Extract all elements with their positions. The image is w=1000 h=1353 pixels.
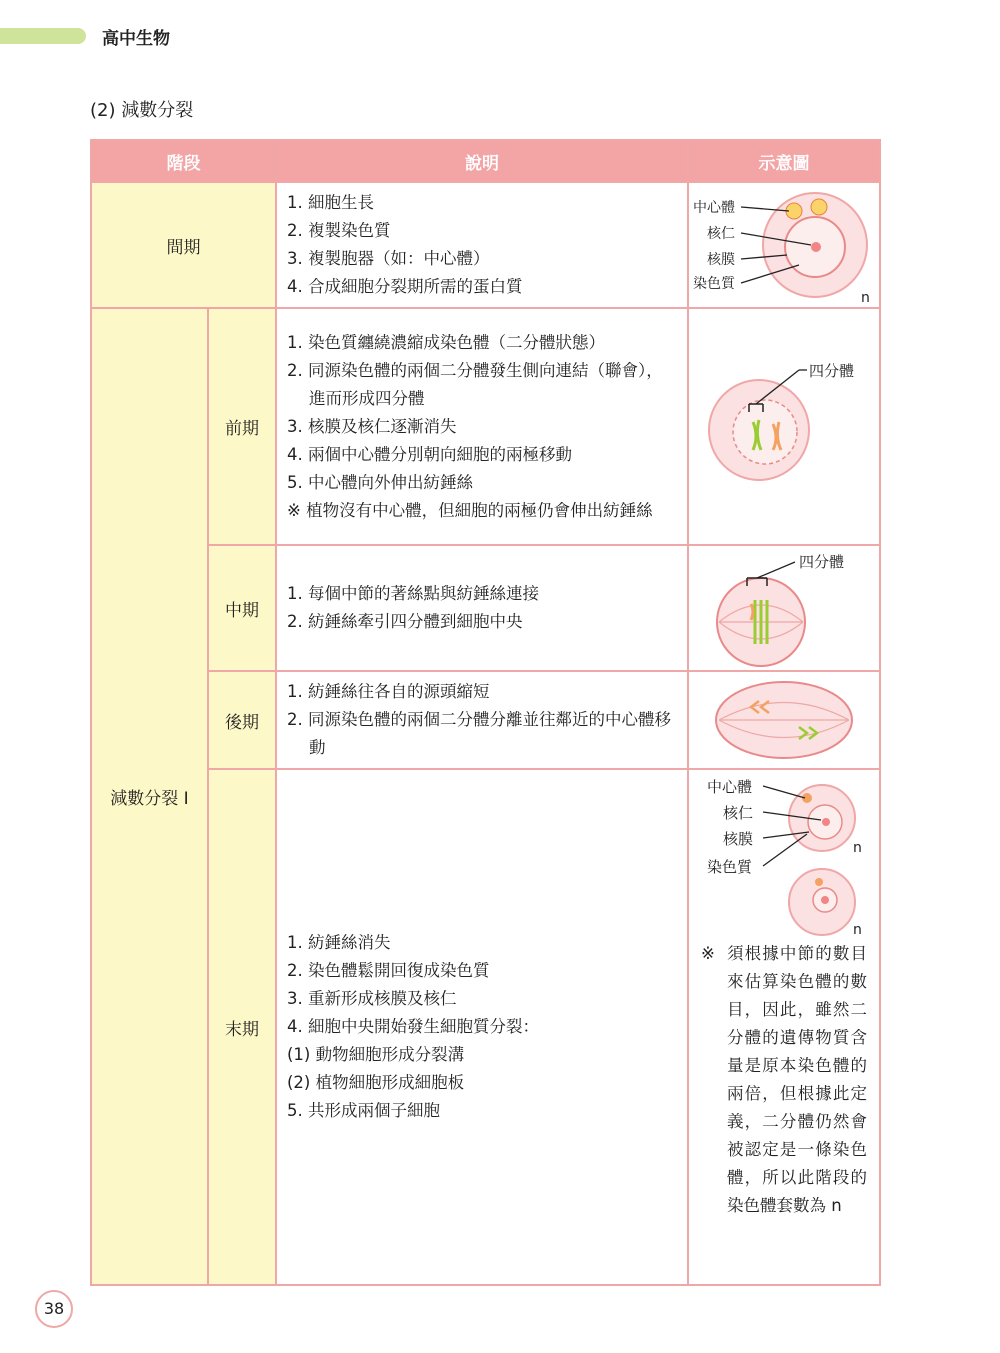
diagram-telophase [688,769,880,1285]
list-item: 5. 共形成兩個子細胞 [287,1101,440,1120]
list-item: 3. 複製胞器（如：中心體） [287,249,490,268]
metaphase-cell-illustration [689,548,879,668]
row-interphase [91,182,880,308]
stage-meiosis1: 減數分裂 I [91,308,208,1285]
list-item: 5. 中心體向外伸出紡錘絲 [287,472,473,492]
prophase-cell-illustration [689,352,879,502]
diagram-prophase [688,308,880,545]
diagram-interphase [688,182,880,308]
page-number: 38 [35,1290,73,1328]
list-item: 2. 同源染色體的兩個二分體分離並往鄰近的中心體移動 [287,710,671,757]
list-item: 3. 核膜及核仁逐漸消失 [287,416,457,436]
note-mark: ※ [701,944,715,963]
section-title: (2) 減數分裂 [90,100,194,121]
list-item: (1) 動物細胞形成分裂溝 [287,1045,465,1064]
stage-prophase: 前期 [208,308,276,545]
label-tetrad: 四分體 [809,361,855,380]
desc-interphase [276,182,688,308]
stage-interphase: 間期 [91,182,276,308]
note-body: 須根據中節的數目來估算染色體的數目，因此，雖然二分體的遺傳物質含量是原本染色體的兩倍，但根據此定義，二分體仍然會被認定是一條染色體，所以此階段的染色體套數為 n [727,944,867,1215]
stage-anaphase: 後期 [208,671,276,769]
header-accent-bar [0,28,86,44]
list-item: 2. 紡錘絲牽引四分體到細胞中央 [287,612,523,631]
table-header-row [91,140,880,182]
label-n: n [853,922,862,938]
list-item: 4. 兩個中心體分別朝向細胞的兩極移動 [287,444,572,464]
list-item: 2. 複製染色質 [287,221,391,240]
label-tetrad: 四分體 [799,553,845,571]
interphase-cell-illustration [689,185,879,305]
header-diagram: 示意圖 [688,140,880,182]
list-item: 2. 同源染色體的兩個二分體發生側向連結（聯會），進而形成四分體 [287,360,663,408]
meiosis-table [90,139,881,1286]
header-title: 高中生物 [102,29,170,49]
list-item: 4. 細胞中央開始發生細胞質分裂： [287,1017,539,1036]
label-n: n [861,290,870,305]
list-item: 1. 細胞生長 [287,193,374,212]
label-nuclear-membrane: 核膜 [723,830,754,848]
list-item: 1. 每個中節的著絲點與紡錘絲連接 [287,584,539,603]
desc-anaphase [276,671,688,769]
header-stage: 階段 [91,140,276,182]
list-item: 1. 染色質纏繞濃縮成染色體（二分體狀態） [287,332,605,352]
desc-prophase [276,308,688,545]
header-desc: 說明 [276,140,688,182]
list-item: (2) 植物細胞形成細胞板 [287,1073,465,1092]
list-item: ※ 植物沒有中心體，但細胞的兩極仍會伸出紡錘絲 [287,500,653,520]
label-chromatin: 染色質 [693,276,735,292]
desc-metaphase [276,545,688,671]
chromosome-count-note [689,940,879,1220]
label-centrosome: 中心體 [693,200,735,216]
list-item: 2. 染色體鬆開回復成染色質 [287,961,490,980]
list-item: 1. 紡錘絲消失 [287,933,391,952]
label-nucleolus: 核仁 [707,226,735,242]
row-prophase [91,308,880,545]
label-chromatin: 染色質 [707,858,753,876]
list-item: 4. 合成細胞分裂期所需的蛋白質 [287,277,523,296]
anaphase-cell-illustration [689,675,879,765]
label-centrosome: 中心體 [707,778,753,796]
row-metaphase [91,545,880,671]
row-telophase [91,769,880,1285]
desc-telophase [276,769,688,1285]
stage-metaphase: 中期 [208,545,276,671]
row-anaphase [91,671,880,769]
telophase-cells-illustration [689,770,879,938]
label-nuclear-membrane: 核膜 [707,252,735,268]
list-item: 1. 紡錘絲往各自的源頭縮短 [287,682,490,701]
label-nucleolus: 核仁 [723,804,754,822]
list-item: 3. 重新形成核膜及核仁 [287,989,457,1008]
diagram-anaphase [688,671,880,769]
diagram-metaphase [688,545,880,671]
label-n: n [853,840,862,856]
stage-telophase: 末期 [208,769,276,1285]
